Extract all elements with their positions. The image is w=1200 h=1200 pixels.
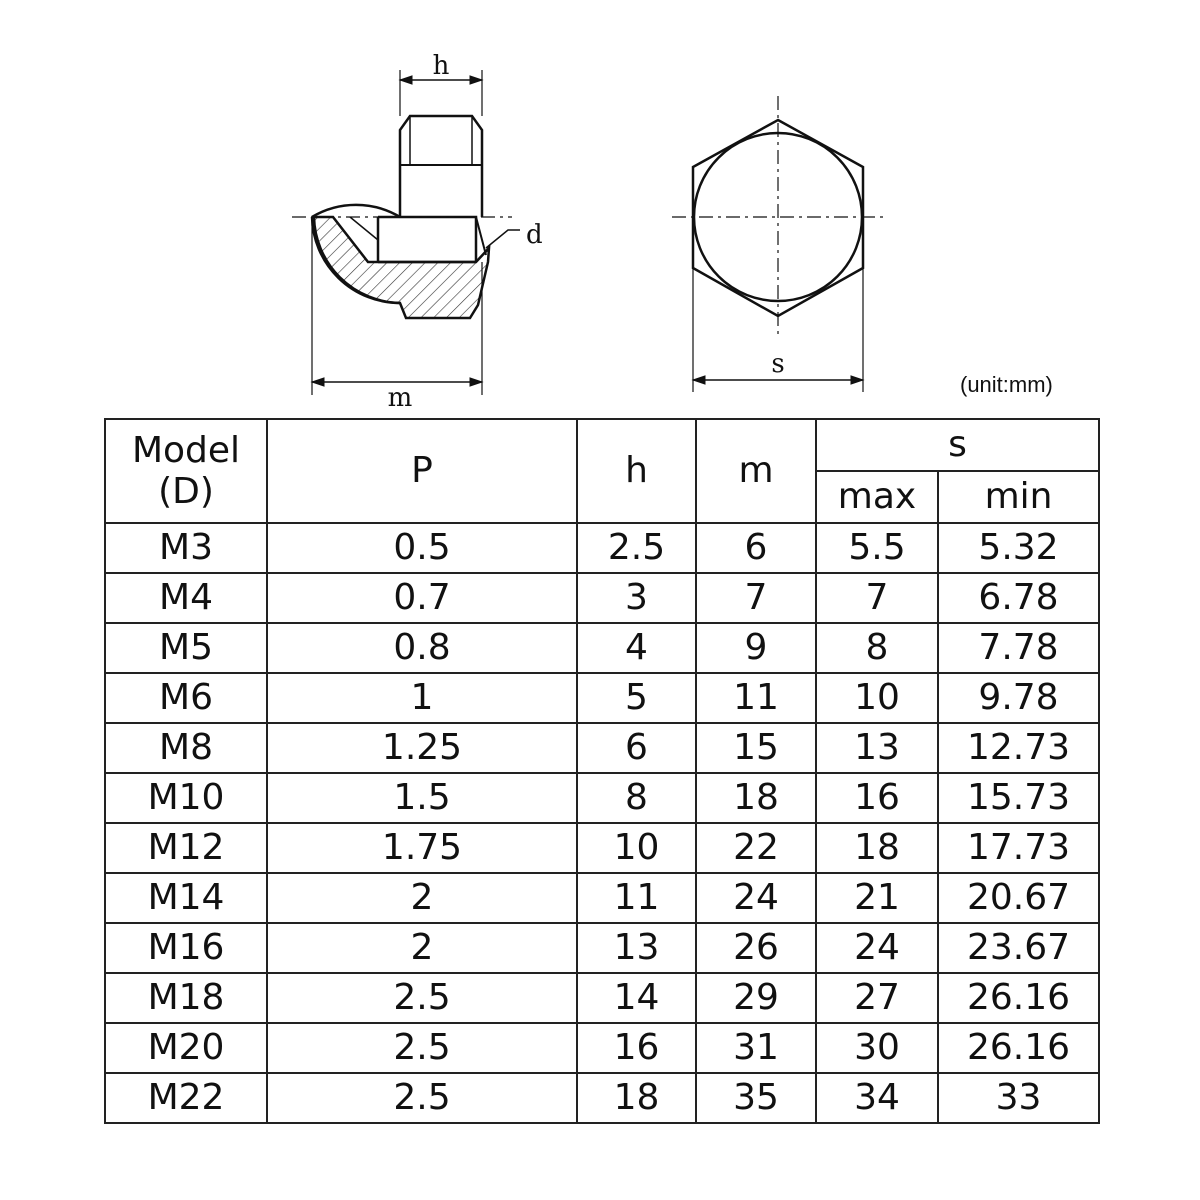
cell-s-max: 16 (816, 773, 938, 823)
cell-p: 0.7 (267, 573, 577, 623)
header-model-line2: (D) (158, 471, 214, 512)
cell-h: 8 (577, 773, 696, 823)
cell-s-min: 12.73 (938, 723, 1099, 773)
d-label: d (526, 220, 543, 250)
cell-s-max: 7 (816, 573, 938, 623)
cell-s-max: 5.5 (816, 523, 938, 573)
cell-h: 5 (577, 673, 696, 723)
table-row (105, 873, 1099, 923)
hatched-section (314, 217, 489, 318)
dome-outline (312, 205, 400, 217)
cell-m: 31 (696, 1023, 816, 1073)
table-row (105, 773, 1099, 823)
cell-s-min: 7.78 (938, 623, 1099, 673)
cell-model: M22 (105, 1073, 267, 1123)
cell-p: 2 (267, 873, 577, 923)
cell-model: M8 (105, 723, 267, 773)
table-row (105, 973, 1099, 1023)
cell-model: M3 (105, 523, 267, 573)
cell-s-min: 33 (938, 1073, 1099, 1123)
cell-p: 2.5 (267, 973, 577, 1023)
cell-s-max: 30 (816, 1023, 938, 1073)
header-p: P (267, 419, 577, 523)
table-row (105, 723, 1099, 773)
header-s-min: min (938, 471, 1099, 523)
cell-m: 15 (696, 723, 816, 773)
d-leader (486, 230, 520, 248)
table-row (105, 673, 1099, 723)
cell-m: 11 (696, 673, 816, 723)
cell-model: M6 (105, 673, 267, 723)
table-row (105, 573, 1099, 623)
cell-p: 2 (267, 923, 577, 973)
cell-s-min: 23.67 (938, 923, 1099, 973)
cell-model: M5 (105, 623, 267, 673)
cell-p: 2.5 (267, 1023, 577, 1073)
header-m: m (696, 419, 816, 523)
header-model (105, 419, 267, 523)
cell-s-max: 34 (816, 1073, 938, 1123)
s-label: s (771, 349, 785, 379)
cell-s-max: 21 (816, 873, 938, 923)
cell-s-max: 10 (816, 673, 938, 723)
cell-s-max: 18 (816, 823, 938, 873)
spec-table (104, 418, 1100, 1124)
header-s: s (816, 419, 1099, 471)
cell-h: 2.5 (577, 523, 696, 573)
top-view (672, 96, 884, 392)
table-row (105, 523, 1099, 573)
cell-m: 7 (696, 573, 816, 623)
cell-h: 13 (577, 923, 696, 973)
unit-note: (unit:mm) (960, 372, 1053, 397)
cell-model: M14 (105, 873, 267, 923)
header-model-line1: Model (131, 429, 241, 471)
cell-model: M12 (105, 823, 267, 873)
cell-model: M16 (105, 923, 267, 973)
header-h: h (577, 419, 696, 523)
cell-h: 3 (577, 573, 696, 623)
table-row (105, 623, 1099, 673)
table-row (105, 823, 1099, 873)
table-row (105, 923, 1099, 973)
cell-s-max: 8 (816, 623, 938, 673)
cell-h: 11 (577, 873, 696, 923)
cell-p: 1.5 (267, 773, 577, 823)
cell-m: 18 (696, 773, 816, 823)
cell-m: 22 (696, 823, 816, 873)
cell-s-max: 24 (816, 923, 938, 973)
cell-m: 9 (696, 623, 816, 673)
cell-s-min: 6.78 (938, 573, 1099, 623)
cell-p: 0.5 (267, 523, 577, 573)
cell-h: 14 (577, 973, 696, 1023)
cell-h: 4 (577, 623, 696, 673)
header-s-max: max (816, 471, 938, 523)
cell-m: 6 (696, 523, 816, 573)
cell-p: 0.8 (267, 623, 577, 673)
cell-model: M20 (105, 1023, 267, 1073)
cap-nut-technical-drawing (0, 0, 1200, 415)
cell-s-min: 26.16 (938, 973, 1099, 1023)
cell-h: 16 (577, 1023, 696, 1073)
cell-s-min: 26.16 (938, 1023, 1099, 1073)
cell-p: 2.5 (267, 1073, 577, 1123)
cell-m: 35 (696, 1073, 816, 1123)
cell-m: 26 (696, 923, 816, 973)
m-label: m (387, 383, 413, 413)
table-row (105, 1073, 1099, 1123)
cell-h: 10 (577, 823, 696, 873)
cell-m: 29 (696, 973, 816, 1023)
h-label: h (432, 51, 450, 81)
cell-s-min: 17.73 (938, 823, 1099, 873)
cell-s-min: 5.32 (938, 523, 1099, 573)
cell-s-max: 27 (816, 973, 938, 1023)
cell-s-max: 13 (816, 723, 938, 773)
cell-model: M10 (105, 773, 267, 823)
cell-p: 1 (267, 673, 577, 723)
cell-h: 6 (577, 723, 696, 773)
side-view (292, 70, 520, 395)
cell-model: M4 (105, 573, 267, 623)
threaded-bore (378, 217, 476, 262)
hex-head (400, 116, 482, 217)
cell-s-min: 15.73 (938, 773, 1099, 823)
table-row (105, 1023, 1099, 1073)
cell-h: 18 (577, 1073, 696, 1123)
cell-s-min: 20.67 (938, 873, 1099, 923)
cell-p: 1.75 (267, 823, 577, 873)
cell-p: 1.25 (267, 723, 577, 773)
cell-s-min: 9.78 (938, 673, 1099, 723)
cell-m: 24 (696, 873, 816, 923)
cell-model: M18 (105, 973, 267, 1023)
